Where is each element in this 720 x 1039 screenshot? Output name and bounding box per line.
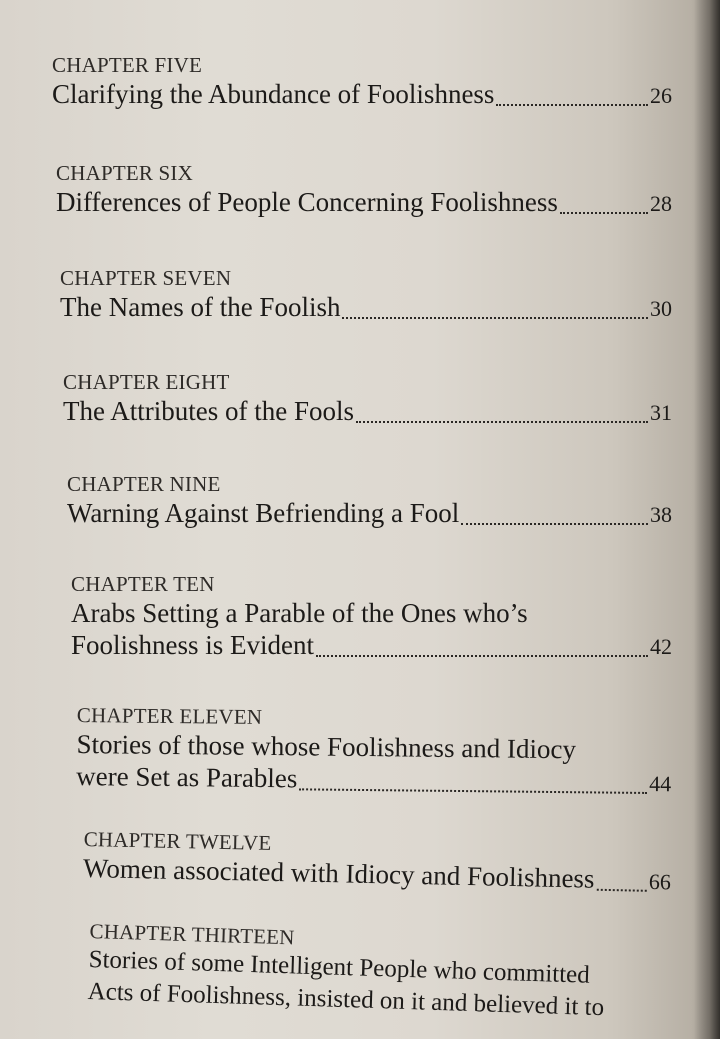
page-spine-shadow xyxy=(694,0,720,1039)
toc-entry-chapter-seven xyxy=(60,265,672,325)
chapter-title: Clarifying the Abundance of Foolishness xyxy=(52,79,495,109)
chapter-heading: CHAPTER TWELVE xyxy=(83,826,272,855)
chapter-title-line-1: Stories of those whose Foolishness and Idiocy xyxy=(76,728,577,765)
chapter-heading: CHAPTER SEVEN xyxy=(60,266,232,290)
dot-leader xyxy=(560,204,648,214)
chapter-title: Women associated with Idiocy and Foolishness xyxy=(82,852,595,894)
page-number: 44 xyxy=(649,770,672,797)
chapter-title: The Names of the Foolish xyxy=(60,292,341,322)
toc-entry-chapter-thirteen xyxy=(87,918,650,1026)
chapter-heading: CHAPTER ELEVEN xyxy=(76,702,263,729)
page-number: 42 xyxy=(650,634,672,659)
dot-leader xyxy=(356,413,648,423)
page-number: 66 xyxy=(648,868,672,895)
chapter-heading: CHAPTER EIGHT xyxy=(63,370,230,394)
toc-line xyxy=(56,186,672,220)
chapter-title-line-1: Stories of some Intelligent People who committed xyxy=(88,945,591,989)
page-number: 31 xyxy=(650,400,672,425)
dot-leader xyxy=(496,96,648,106)
dot-leader xyxy=(461,515,648,525)
dot-leader xyxy=(299,780,647,794)
toc-entry-chapter-nine xyxy=(67,471,672,531)
toc-entry-chapter-eight xyxy=(63,369,672,429)
page-number: 26 xyxy=(650,83,672,108)
toc-entry-chapter-five xyxy=(52,52,672,112)
chapter-title-line-1: Arabs Setting a Parable of the Ones who’s xyxy=(71,598,528,628)
chapter-title-line-2: Acts of Foolishness, insisted on it and believed it to xyxy=(87,977,605,1022)
toc-entry-chapter-eleven xyxy=(76,702,672,800)
chapter-title-line-2: were Set as Parables xyxy=(76,760,298,794)
toc-line xyxy=(71,629,672,663)
dot-leader xyxy=(316,647,648,657)
toc-line xyxy=(76,760,671,800)
chapter-title: The Attributes of the Fools xyxy=(63,396,354,426)
page-number: 30 xyxy=(650,296,672,321)
chapter-heading: CHAPTER SIX xyxy=(56,161,193,185)
toc-line xyxy=(60,291,672,325)
toc-entry-chapter-twelve xyxy=(83,826,672,898)
chapter-heading: CHAPTER THIRTEEN xyxy=(89,918,296,950)
chapter-title-line-2: Foolishness is Evident xyxy=(71,630,315,660)
toc-line xyxy=(67,497,672,531)
toc-line xyxy=(63,395,672,429)
toc-entry-chapter-six xyxy=(56,160,672,220)
dot-leader xyxy=(342,309,648,319)
chapter-heading: CHAPTER FIVE xyxy=(52,53,202,77)
toc-line xyxy=(52,78,672,112)
toc-entry-chapter-ten xyxy=(71,571,672,663)
chapter-title: Warning Against Befriending a Fool xyxy=(67,498,460,528)
page-number: 38 xyxy=(650,502,672,527)
chapter-heading: CHAPTER TEN xyxy=(71,572,215,596)
page-number: 28 xyxy=(650,191,672,216)
chapter-heading: CHAPTER NINE xyxy=(67,472,221,496)
dot-leader xyxy=(596,881,647,892)
chapter-title: Differences of People Concerning Foolishness xyxy=(56,187,558,217)
